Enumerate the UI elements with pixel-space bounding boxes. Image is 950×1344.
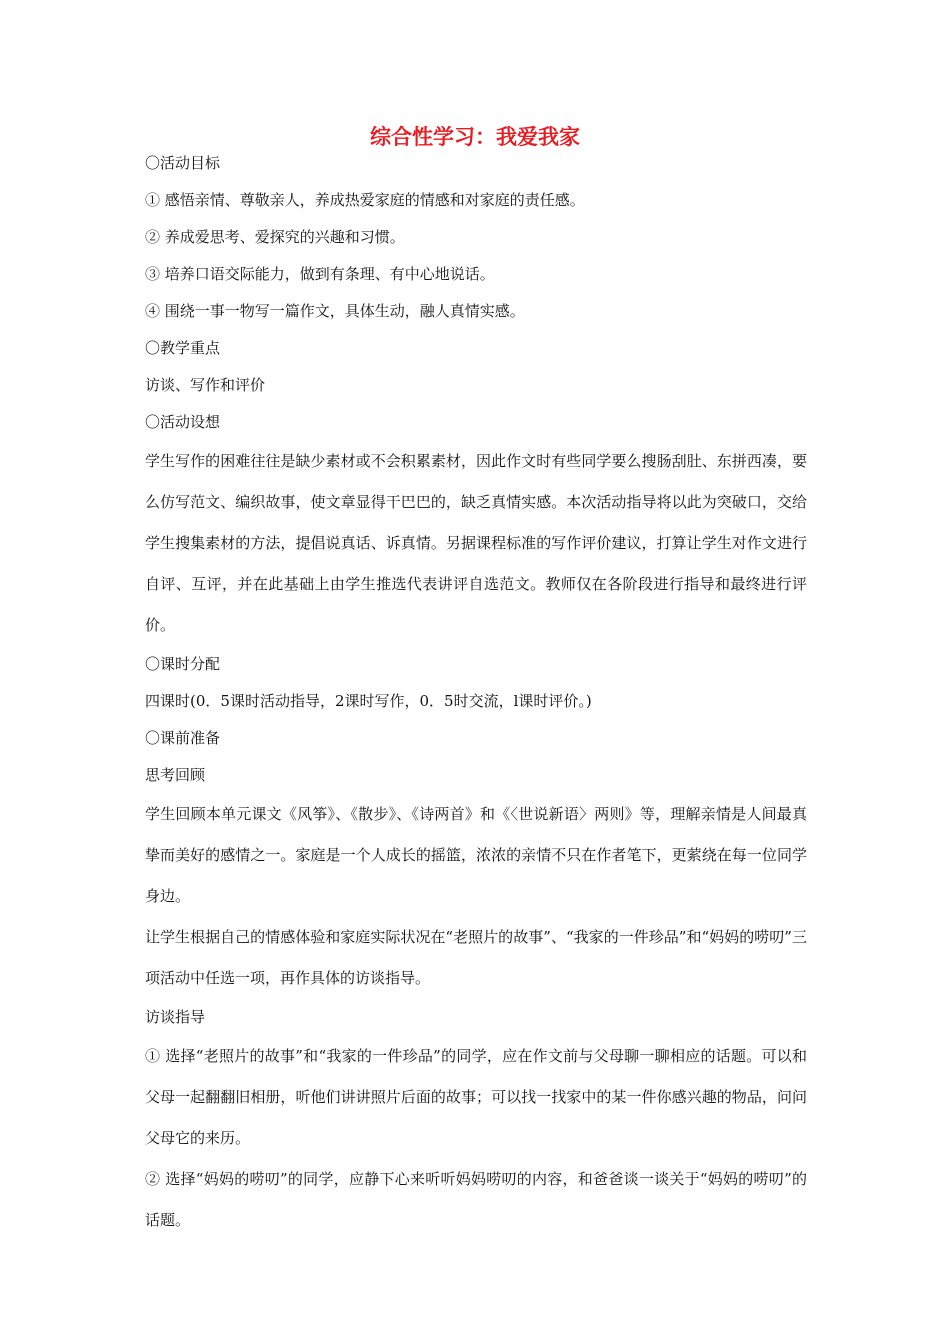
goal-item: ④ 围绕一事一物写一篇作文，具体生动，融人真情实感。 bbox=[145, 302, 525, 320]
prep-heading: 〇课前准备 bbox=[145, 729, 221, 747]
focus-heading: 〇教学重点 bbox=[145, 339, 221, 357]
time-heading: 〇课时分配 bbox=[145, 655, 221, 673]
review-paragraph: 学生回顾本单元课文《风筝》、《散步》、《诗两首》和《〈世说新语〉两则》等，理解亲情是人间最真挚而美好的感情之一。家庭是一个人成长的摇篮，浓浓的亲情不只在作者笔下，更萦绕在每一位同学身边。 bbox=[145, 805, 807, 905]
review-heading: 思考回顾 bbox=[145, 766, 206, 784]
choice-paragraph: 让学生根据自己的情感体验和家庭实际状况在“老照片的故事”、“我家的一件珍品”和“妈妈的唠叨”三项活动中任选一项，再作具体的访谈指导。 bbox=[145, 928, 807, 987]
goal-item: ① 感悟亲情、尊敬亲人，养成热爱家庭的情感和对家庭的责任感。 bbox=[145, 191, 585, 209]
focus-text: 访谈、写作和评价 bbox=[145, 376, 266, 394]
page-title: 综合性学习：我爱我家 bbox=[370, 124, 580, 149]
idea-paragraph: 学生写作的困难往往是缺少素材或不会积累素材，因此作文时有些同学要么搜肠刮肚、东拼西凑，要么仿写范文、编织故事，使文章显得干巴巴的，缺乏真情实感。本次活动指导将以此为突破口，交给学生搜集素材的方法，提倡说真话、诉真情。另据课程标准的写作评价建议，打算让学生对作文进行自评、互评，并在此基础上由学生推选代表讲评自选范文。教师仅在各阶段进行指导和最终进行评价。 bbox=[145, 452, 807, 634]
interview-paragraph-2: ② 选择“妈妈的唠叨”的同学，应静下心来听听妈妈唠叨的内容，和爸爸谈一谈关于“妈妈的唠叨”的话题。 bbox=[145, 1170, 807, 1229]
interview-paragraph-1: ① 选择“老照片的故事”和“我家的一件珍品”的同学，应在作文前与父母聊一聊相应的话题。可以和父母一起翻翻旧相册，听他们讲讲照片后面的故事；可以找一找家中的某一件你感兴趣的物品，问问父母它的来历。 bbox=[145, 1047, 807, 1147]
interview-heading: 访谈指导 bbox=[145, 1008, 206, 1026]
document-body bbox=[145, 145, 807, 1241]
time-text: 四课时(0．5课时活动指导，2课时写作，0．5时交流，l课时评价。) bbox=[145, 692, 592, 710]
goals-heading: 〇活动目标 bbox=[145, 154, 221, 172]
goal-item: ③ 培养口语交际能力，做到有条理、有中心地说话。 bbox=[145, 265, 495, 283]
idea-heading: 〇活动设想 bbox=[145, 413, 221, 431]
goal-item: ② 养成爱思考、爱探究的兴趣和习惯。 bbox=[145, 228, 405, 246]
